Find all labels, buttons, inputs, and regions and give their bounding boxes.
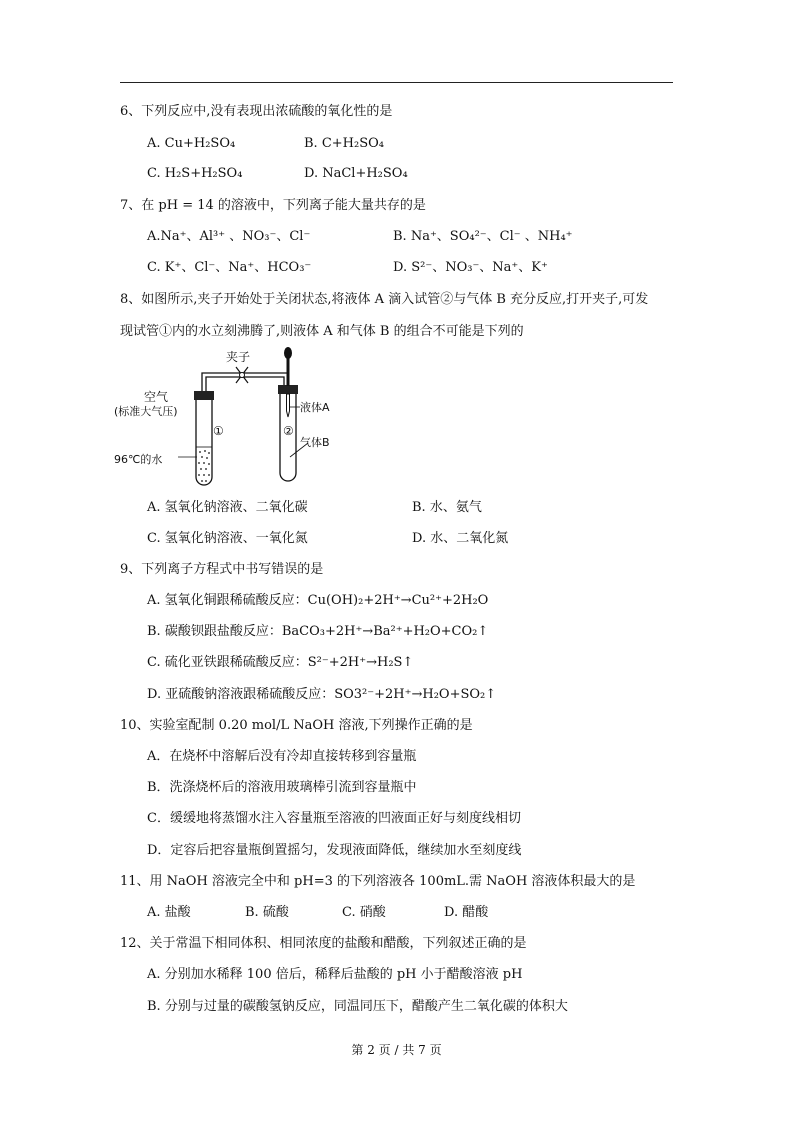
q8-option-a: A. 氢氧化钠溶液、二氧化碳 [147,500,308,515]
q6-option-b: B. C+H₂SO₄ [304,136,384,151]
q11-option-c: C. 硝酸 [342,905,386,920]
q9-option-b: B. 碳酸钡跟盐酸反应：BaCO₃+2H⁺→Ba²⁺+H₂O+CO₂↑ [147,624,489,639]
q9-stem: 9、下列离子方程式中书写错误的是 [120,562,324,577]
q11-option-d: D. 醋酸 [444,905,489,920]
dropper-icon [284,347,292,417]
q9-option-d: D. 亚硫酸钠溶液跟稀硫酸反应：SO3²⁻+2H⁺→H₂O+SO₂↑ [147,687,497,702]
q12-stem: 12、关于常温下相同体积、相同浓度的盐酸和醋酸，下列叙述正确的是 [120,936,527,951]
q7-stem: 7、在 pH = 14 的溶液中，下列离子能大量共存的是 [120,198,426,213]
header-rule [120,82,673,83]
test-tube-1 [196,400,212,485]
page-number-footer: 第 2 页 / 共 7 页 [351,1043,442,1057]
q7-option-c: C. K⁺、Cl⁻、Na⁺、HCO₃⁻ [147,260,312,275]
q10-option-b: B．洗涤烧杯后的溶液用玻璃棒引流到容量瓶中 [147,780,417,795]
clamp-icon [236,367,248,383]
q11-stem: 11、用 NaOH 溶液完全中和 pH=3 的下列溶液各 100mL.需 NaOH 溶液体积最大的是 [120,874,636,889]
q7-option-a: A.Na⁺、Al³⁺ 、NO₃⁻、Cl⁻ [147,229,311,244]
q6-option-d: D. NaCl+H₂SO₄ [304,166,408,181]
q7-option-d: D. S²⁻、NO₃⁻、Na⁺、K⁺ [393,260,548,275]
q6-option-c: C. H₂S+H₂SO₄ [147,166,243,181]
q11-option-b: B. 硫酸 [245,905,289,920]
q8-option-c: C. 氢氧化钠溶液、一氧化氮 [147,531,308,546]
q11-option-a: A. 盐酸 [147,905,191,920]
air-label: 空气 [144,390,169,404]
q8-stem-line1: 8、如图所示,夹子开始处于关闭状态,将液体 A 滴入试管②与气体 B 充分反应,打开夹子,可发 [120,292,649,307]
q12-option-a: A. 分别加水稀释 100 倍后，稀释后盐酸的 pH 小于醋酸溶液 pH [147,967,523,982]
clamp-label: 夹子 [226,350,251,364]
q7-option-b: B. Na⁺、SO₄²⁻、Cl⁻ 、NH₄⁺ [393,229,573,244]
q9-option-c: C. 硫化亚铁跟稀硫酸反应：S²⁻+2H⁺→H₂S↑ [147,655,414,670]
q10-option-a: A．在烧杯中溶解后没有冷却直接转移到容量瓶 [147,749,417,764]
q10-stem: 10、实验室配制 0.20 mol/L NaOH 溶液,下列操作正确的是 [120,718,473,733]
q8-apparatus-diagram [110,345,350,495]
q9-option-a: A. 氢氧化铜跟稀硫酸反应：Cu(OH)₂+2H⁺→Cu²⁺+2H₂O [147,593,489,608]
q10-option-c: C．缓缓地将蒸馏水注入容量瓶至溶液的凹液面正好与刻度线相切 [147,811,521,826]
q10-option-d: D．定容后把容量瓶倒置摇匀，发现液面降低，继续加水至刻度线 [147,843,522,858]
q12-option-b: B. 分别与过量的碳酸氢钠反应，同温同压下，醋酸产生二氧化碳的体积大 [147,999,568,1014]
q6-stem: 6、下列反应中,没有表现出浓硫酸的氧化性的是 [120,104,393,119]
tube-1-label: ① [213,424,224,438]
liquid-a-label: 液体A [300,401,330,414]
air-pressure-note: (标准大气压) [114,405,178,418]
q6-option-a: A. Cu+H₂SO₄ [147,136,236,151]
water-label: 96℃的水 [114,453,163,466]
q8-option-b: B. 水、氨气 [412,500,482,515]
gas-b-label: 气体B [300,436,330,449]
q8-option-d: D. 水、二氧化氮 [412,531,509,546]
tube-2-label: ② [283,424,294,438]
q8-stem-line2: 现试管①内的水立刻沸腾了,则液体 A 和气体 B 的组合不可能是下列的 [120,324,524,339]
